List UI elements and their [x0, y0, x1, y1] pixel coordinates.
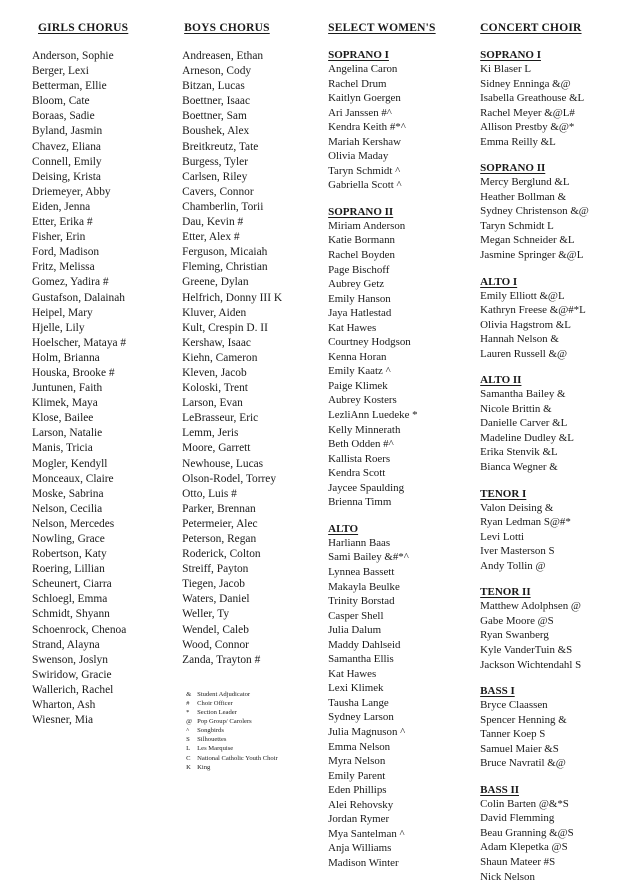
roster-name: Boettner, Isaac	[182, 95, 250, 108]
roster-name: Hjelle, Lily	[32, 321, 85, 334]
roster-name: Page Bischoff	[328, 263, 390, 276]
roster-name: Kendra Keith #*^	[328, 121, 406, 134]
roster-name: Sami Bailey &#*^	[328, 551, 409, 564]
voice-part-heading: TENOR II	[480, 586, 531, 599]
roster-name: Robertson, Katy	[32, 548, 107, 561]
roster-name: Wallerich, Rachel	[32, 683, 114, 696]
roster-name: Ferguson, Micaiah	[182, 246, 268, 259]
roster-name: Jackson Wichtendahl S	[480, 658, 582, 671]
roster-name: Harliann Baas	[328, 536, 391, 549]
voice-part-heading: TENOR I	[480, 487, 527, 500]
name-list-girls-chorus	[32, 49, 172, 728]
legend-entry	[186, 717, 328, 726]
roster-name: Emily Parent	[328, 769, 386, 782]
roster-name: Emily Hanson	[328, 292, 391, 305]
roster-name: Kershaw, Isaac	[182, 336, 251, 349]
roster-name: Paige Klimek	[328, 379, 388, 392]
roster-name: Beth Odden #^	[328, 438, 394, 451]
roster-name: Boettner, Sam	[182, 110, 247, 123]
roster-name: Juntunen, Faith	[32, 382, 103, 395]
roster-name: Connell, Emily	[32, 155, 102, 168]
roster-name: Kallista Roers	[328, 452, 391, 465]
legend-entry	[186, 708, 328, 717]
roster-name: Tanner Koep S	[480, 728, 546, 741]
voice-part-heading: ALTO I	[480, 275, 518, 288]
roster-name: Olivia Hagstrom &L	[480, 318, 571, 331]
roster-name: Taryn Schmidt L	[480, 219, 554, 232]
roster-name: Samuel Maier &S	[480, 742, 559, 755]
roster-name: Jaycee Spaulding	[328, 481, 405, 494]
roster-name: Petermeier, Alec	[182, 517, 258, 530]
roster-name: Klose, Bailee	[32, 412, 94, 425]
roster-name: Makayla Beulke	[328, 580, 400, 593]
roster-name: Schoenrock, Chenoa	[32, 623, 127, 636]
roster-name: Swiridow, Gracie	[32, 668, 112, 681]
roster-name: Jasmine Springer &@L	[480, 249, 584, 262]
roster-columns	[8, 22, 632, 884]
legend-symbol: *	[186, 709, 190, 717]
roster-name: Deising, Krista	[32, 170, 101, 183]
roster-name: Emma Nelson	[328, 740, 391, 753]
roster-name: Rachel Boyden	[328, 249, 395, 262]
symbol-legend	[186, 690, 328, 772]
roster-name: Miriam Anderson	[328, 219, 406, 232]
roster-name: Wiesner, Mia	[32, 714, 94, 727]
legend-meaning: Silhouettes	[197, 736, 227, 744]
roster-name: Lauren Russell &@	[480, 347, 568, 360]
roster-name: Strand, Alayna	[32, 638, 100, 651]
legend-meaning: National Catholic Youth Choir	[197, 754, 278, 762]
roster-name: Carlsen, Riley	[182, 170, 248, 183]
legend-symbol: C	[186, 754, 191, 762]
roster-name: Maddy Dahlseid	[328, 638, 401, 651]
legend-symbol: @	[186, 718, 193, 726]
roster-name: Sidney Enninga &@	[480, 77, 571, 90]
roster-name: Kaitlyn Goergen	[328, 92, 401, 105]
legend-meaning: Section Leader	[197, 709, 237, 717]
roster-name: Arneson, Cody	[182, 65, 252, 78]
roster-name: Brienna Timm	[328, 496, 392, 509]
voice-part-heading: SOPRANO I	[328, 49, 389, 61]
roster-name: Kat Hawes	[328, 667, 377, 680]
legend-symbol: S	[186, 736, 190, 744]
roster-name: Fritz, Melissa	[32, 261, 95, 274]
voice-part-heading: SOPRANO II	[328, 205, 394, 218]
roster-name: Fisher, Erin	[32, 231, 86, 244]
roster-name: Kleven, Jacob	[182, 366, 247, 379]
roster-name: Berger, Lexi	[32, 65, 89, 78]
roster-name: Sydney Larson	[328, 711, 394, 724]
roster-name: Klimek, Maya	[32, 397, 98, 410]
roster-name: Hoelscher, Mataya #	[32, 336, 127, 349]
legend-entry	[186, 726, 328, 735]
roster-name: Colin Barten @&*S	[480, 797, 569, 810]
choir-column-girls-chorus	[8, 22, 172, 728]
roster-name: Emily Elliott &@L	[480, 289, 565, 302]
roster-name: Kenna Horan	[328, 350, 387, 363]
roster-name: Myra Nelson	[328, 755, 386, 768]
roster-name: Lemm, Jeris	[182, 427, 239, 440]
roster-name: Kat Hawes	[328, 321, 377, 334]
roster-name: Moore, Garrett	[182, 442, 251, 455]
roster-name: Bryce Claassen	[480, 699, 548, 712]
roster-name: Danielle Carver &L	[480, 417, 568, 430]
roster-name: Wendel, Caleb	[182, 623, 249, 636]
choir-title-girls-chorus: GIRLS CHORUS	[38, 22, 129, 34]
roster-name: Julia Dalum	[328, 624, 382, 637]
roster-name: Breitkreutz, Tate	[182, 140, 259, 153]
roster-name: Tausha Lange	[328, 696, 389, 709]
roster-name: Jordan Rymer	[328, 813, 390, 826]
roster-name: Heather Bollman &	[480, 190, 567, 203]
choir-column-concert-choir	[472, 22, 632, 884]
legend-entry	[186, 763, 328, 772]
roster-name: Dau, Kevin #	[182, 216, 244, 229]
roster-name: Erika Stenvik &L	[480, 446, 558, 459]
roster-name: Roering, Lillian	[32, 563, 105, 576]
legend-symbol: &	[186, 690, 192, 698]
roster-name: Samantha Bailey &	[480, 388, 566, 401]
roster-name: Casper Shell	[328, 609, 384, 622]
roster-name: Gomez, Yadira #	[32, 276, 109, 289]
roster-name: Shaun Mateer #S	[480, 855, 556, 868]
roster-name: Kathryn Freese &@#*L	[480, 304, 586, 317]
roster-name: Betterman, Ellie	[32, 80, 107, 93]
roster-name: Katie Bormann	[328, 234, 395, 247]
voice-part-heading: ALTO	[328, 522, 359, 535]
roster-name: Koloski, Trent	[182, 382, 248, 395]
roster-name: Lexi Klimek	[328, 682, 384, 695]
voice-part-heading: BASS II	[480, 783, 519, 796]
roster-section	[32, 49, 172, 728]
roster-name: Ryan Ledman S@#*	[480, 516, 571, 529]
legend-meaning: Les Marquise	[197, 745, 234, 753]
roster-name: Wood, Connor	[182, 638, 249, 651]
roster-name: Ari Janssen #^	[328, 106, 392, 119]
roster-name: David Flemming	[480, 812, 555, 825]
roster-name: Kendra Scott	[328, 467, 386, 480]
roster-name: Chavez, Eliana	[32, 140, 101, 153]
roster-name: Nicole Brittin &	[480, 402, 552, 415]
roster-name: Emily Kaatz ^	[328, 365, 391, 378]
roster-name: Aubrey Kosters	[328, 394, 397, 407]
roster-name: Taryn Schmidt ^	[328, 164, 401, 177]
roster-name: Boraas, Sadie	[32, 110, 95, 123]
roster-name: Alei Rehovsky	[328, 798, 394, 811]
roster-name: Hannah Nelson &	[480, 333, 559, 346]
roster-name: LezliAnn Luedeke *	[328, 409, 418, 422]
roster-name: Eden Phillips	[328, 784, 387, 797]
roster-name: Larson, Natalie	[32, 427, 103, 440]
roster-name: Peterson, Regan	[182, 533, 257, 545]
roster-name: Kyle VanderTuin &S	[480, 643, 573, 656]
roster-name: Swenson, Joslyn	[32, 653, 108, 666]
roster-name: Valon Deising &	[480, 501, 554, 514]
legend-entry	[186, 699, 328, 708]
legend-meaning: King	[197, 763, 211, 771]
roster-name: Weller, Ty	[182, 608, 230, 621]
roster-name: Heipel, Mary	[32, 306, 93, 319]
roster-name: Allison Prestby &@*	[480, 121, 575, 134]
legend-entry	[186, 735, 328, 744]
roster-name: Etter, Erika #	[32, 216, 93, 229]
legend-symbol: L	[186, 745, 191, 753]
legend-meaning: Songbirds	[197, 727, 224, 735]
roster-name: Monceaux, Claire	[32, 472, 114, 485]
choir-title-boys-chorus: BOYS CHORUS	[184, 22, 270, 34]
roster-name: Fleming, Christian	[182, 261, 268, 274]
roster-name: Helfrich, Donny III K	[182, 291, 283, 304]
roster-name: Isabella Greathouse &L	[480, 92, 585, 105]
voice-part-heading: BASS I	[480, 685, 515, 698]
roster-name: Olson-Rodel, Torrey	[182, 472, 277, 485]
roster-name: Roderick, Colton	[182, 548, 261, 561]
roster-name: Mariah Kershaw	[328, 135, 402, 148]
roster-name: Bianca Wegner &	[480, 461, 558, 474]
roster-name: Lynnea Bassett	[328, 565, 395, 578]
roster-name: Greene, Dylan	[182, 276, 249, 289]
roster-name: Bruce Navratil &@	[480, 757, 566, 770]
roster-name: Byland, Jasmin	[32, 125, 103, 138]
choir-title-concert-choir: CONCERT CHOIR	[480, 22, 582, 34]
roster-name: Otto, Luis #	[182, 487, 237, 500]
roster-name: LeBrasseur, Eric	[182, 412, 259, 425]
voice-part-heading: SOPRANO I	[480, 49, 541, 61]
roster-name: Olivia Maday	[328, 150, 389, 163]
roster-name: Andreasen, Ethan	[182, 50, 264, 62]
roster-name: Mya Santelman ^	[328, 827, 405, 840]
roster-name: Angelina Caron	[328, 63, 398, 75]
roster-name: Chamberlin, Torii	[182, 200, 264, 213]
roster-name: Gustafson, Dalainah	[32, 291, 125, 304]
roster-name: Andy Tollin @	[480, 559, 546, 572]
roster-name: Nelson, Mercedes	[32, 517, 115, 530]
roster-name: Bitzan, Lucas	[182, 80, 245, 93]
roster-name: Waters, Daniel	[182, 593, 250, 606]
roster-name: Emma Reilly &L	[480, 135, 556, 148]
roster-name: Samantha Ellis	[328, 653, 394, 666]
voice-part-heading: SOPRANO II	[480, 162, 546, 175]
roster-name: Houska, Brooke #	[32, 366, 115, 379]
roster-name: Gabe Moore @S	[480, 614, 554, 627]
roster-name: Beau Granning &@S	[480, 826, 574, 839]
roster-name: Streiff, Payton	[182, 563, 249, 576]
roster-name: Scheunert, Ciarra	[32, 578, 112, 591]
roster-name: Eiden, Jenna	[32, 200, 91, 213]
roster-name: Gabriella Scott ^	[328, 179, 402, 192]
legend-entry	[186, 690, 328, 699]
roster-name: Aubrey Getz	[328, 278, 385, 291]
roster-name: Sydney Christenson &@	[480, 205, 589, 218]
roster-name: Driemeyer, Abby	[32, 185, 111, 198]
roster-name: Newhouse, Lucas	[182, 457, 264, 470]
roster-name: Bloom, Cate	[32, 95, 90, 108]
legend-symbol: #	[186, 699, 190, 707]
roster-name: Etter, Alex #	[182, 231, 240, 244]
roster-name: Madeline Dudley &L	[480, 431, 574, 444]
roster-section	[182, 49, 328, 668]
roster-name: Ki Blaser L	[480, 63, 531, 75]
legend-meaning: Student Adjudicator	[197, 690, 251, 698]
choir-column-select-womens	[328, 22, 472, 870]
voice-part-heading: ALTO II	[480, 374, 522, 387]
roster-name: Matthew Adolphsen @	[480, 600, 581, 613]
legend-symbol: K	[186, 763, 191, 771]
choir-title-select-womens: SELECT WOMEN'S	[328, 22, 436, 34]
roster-name: Spencer Henning &	[480, 713, 567, 726]
roster-name: Kelly Minnerath	[328, 423, 401, 436]
roster-name: Schloegl, Emma	[32, 593, 108, 606]
roster-name: Anja Williams	[328, 842, 392, 855]
name-list-boys-chorus	[182, 49, 328, 668]
roster-name: Trinity Borstad	[328, 595, 395, 608]
roster-name: Cavers, Connor	[182, 185, 254, 198]
roster-name: Burgess, Tyler	[182, 155, 248, 168]
roster-name: Jaya Hatlestad	[328, 307, 392, 320]
roster-name: Tiegen, Jacob	[182, 578, 245, 591]
roster-name: Kult, Crespin D. II	[182, 321, 268, 334]
roster-name: Holm, Brianna	[32, 351, 100, 364]
roster-name: Ford, Madison	[32, 246, 100, 259]
roster-name: Zanda, Trayton #	[182, 653, 261, 666]
roster-name: Wharton, Ash	[32, 699, 96, 712]
roster-name: Moske, Sabrina	[32, 487, 104, 500]
roster-name: Courtney Hodgson	[328, 336, 411, 349]
roster-name: Rachel Meyer &@L#	[480, 106, 575, 119]
choir-column-boys-chorus	[172, 22, 328, 772]
roster-name: Megan Schneider &L	[480, 234, 575, 247]
roster-name: Mogler, Kendyll	[32, 457, 108, 470]
roster-name: Rachel Drum	[328, 77, 387, 90]
roster-name: Nelson, Cecilia	[32, 502, 103, 515]
legend-entry	[186, 744, 328, 753]
roster-name: Adam Klepetka @S	[480, 841, 568, 854]
roster-name: Larson, Evan	[182, 397, 243, 410]
voice-part-sections-concert-choir	[480, 49, 632, 884]
roster-name: Parker, Brennan	[182, 502, 256, 515]
roster-name: Julia Magnuson ^	[328, 725, 406, 738]
roster-name: Madison Winter	[328, 856, 399, 869]
roster-name: Mercy Berglund &L	[480, 176, 570, 189]
roster-name: Nick Nelson	[480, 870, 535, 883]
legend-meaning: Pop Group/ Carolers	[197, 718, 252, 726]
legend-symbol: ^	[186, 727, 190, 735]
roster-name: Kiehn, Cameron	[182, 351, 258, 364]
legend-meaning: Choir Officer	[197, 699, 233, 707]
voice-part-sections-select-womens	[328, 49, 472, 870]
roster-name: Anderson, Sophie	[32, 50, 114, 62]
roster-name: Iver Masterson S	[480, 545, 555, 558]
roster-name: Levi Lotti	[480, 530, 525, 543]
roster-name: Manis, Tricia	[32, 442, 93, 455]
roster-name: Schmidt, Shyann	[32, 608, 110, 621]
roster-name: Ryan Swanberg	[480, 629, 549, 642]
roster-name: Nowling, Grace	[32, 533, 105, 545]
roster-name: Kluver, Aiden	[182, 306, 247, 319]
roster-name: Boushek, Alex	[182, 125, 250, 138]
legend-entry	[186, 754, 328, 763]
